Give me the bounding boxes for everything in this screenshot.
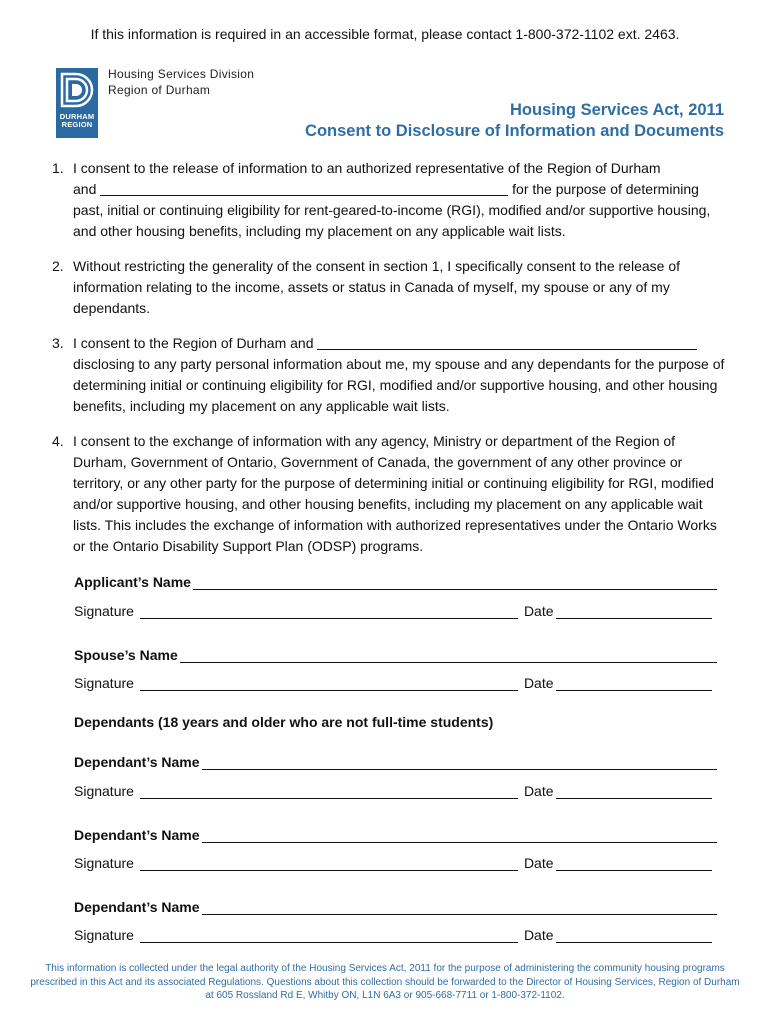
dependant-2-signature-field[interactable] [140,855,518,871]
applicant-name-field[interactable] [193,574,717,590]
dependant-1-signature-field[interactable] [140,783,518,799]
consent-section-2: 2. Without restricting the generality of the consent in section 1, I specifically consent to the release of information relating to the income, assets or status in Canada of myself, my spouse or any of my dependants. [52,258,680,316]
consent-section-1: 1. I consent to the release of information to an authorized representative of the Region of Durham and for the purpose of determining past, initial or continuing eligibility for rent-geared-to-income (RGI), modified and/or supportive housing, and other housing benefits, including my placement on any applicable wait lists. [52,160,711,239]
form-title [305,100,724,142]
applicant-signature-field[interactable] [140,603,518,619]
accessibility-note: If this information is required in an accessible format, please contact 1-800-372-1102 ext. 2463. [90,26,680,42]
act-title: Housing Services Act, 2011 [510,101,724,119]
consent-section-4: 4. I consent to the exchange of information with any agency, Ministry or department of the Region of Durham, Government of Ontario, Government of Canada, the government of any other province or territory, or any other party for the purpose of determining initial or continuing eligibility for RGI, modified and/or supportive housing, and other housing benefits, including my placement on any applicable wait lists. This includes the exchange of information with authorized representatives under the Ontario Works or the Ontario Disability Support Plan (ODSP) programs. [52,433,717,554]
dependant-1-date-field[interactable] [556,783,712,799]
dependant-1-name-field[interactable] [202,754,717,770]
applicant-date-field[interactable] [556,603,712,619]
dependant-3-signature-row: Signature Date [74,923,717,943]
privacy-footer: This information is collected under the legal authority of the Housing Services Act, 2011 for the purpose of administering the community housing programs prescribed in this Act and its associated Regulations. Questions about this collection should be forwarded to the Director of Housing Services, Region of Durham at 605 Rossland Rd E, Whitby ON, L1N 6A3 or 905-668-7711 or 1-800-372-1102. [30,963,740,1001]
dependant-1-signature-row: Signature Date [74,779,717,799]
dependant-3-date-field[interactable] [556,927,712,943]
dependants-heading: Dependants (18 years and older who are not full-time students) [74,714,494,730]
dependant-2-name-field[interactable] [202,827,717,843]
spouse-signature-field[interactable] [140,675,518,691]
region-name: Region of Durham [108,83,211,97]
spouse-name-row: Spouse’s Name [74,643,717,663]
dependant-2-signature-row: Signature Date [74,851,717,871]
dependant-3-signature-field[interactable] [140,927,518,943]
consent-title: Consent to Disclosure of Information and Documents [305,122,724,140]
consent-section-3: 3. I consent to the Region of Durham and disclosing to any party personal information about me, my spouse and any dependants for the purpose of determining initial or continuing eligibility for RGI, modified and/or supportive housing, and other housing benefits, including my placement on any applicable wait lists. [52,335,725,414]
spouse-date-field[interactable] [556,675,712,691]
durham-region-logo [56,68,98,138]
durham-d-icon [56,68,98,112]
dependant-3-name-row: Dependant’s Name [74,895,717,915]
division-name: Housing Services Division [108,67,255,81]
representative-name-field[interactable] [100,180,508,196]
disclosing-party-field[interactable] [317,334,697,350]
dependant-1-name-row: Dependant’s Name [74,750,717,770]
logo-wordmark: DURHAM REGION [59,112,95,129]
division-header [108,66,254,98]
applicant-signature-row: Signature Date [74,599,717,619]
dependant-2-date-field[interactable] [556,855,712,871]
dependant-2-name-row: Dependant’s Name [74,823,717,843]
spouse-name-field[interactable] [180,647,717,663]
applicant-name-row: Applicant’s Name [74,570,717,590]
spouse-signature-row: Signature Date [74,671,717,691]
dependant-3-name-field[interactable] [202,899,717,915]
